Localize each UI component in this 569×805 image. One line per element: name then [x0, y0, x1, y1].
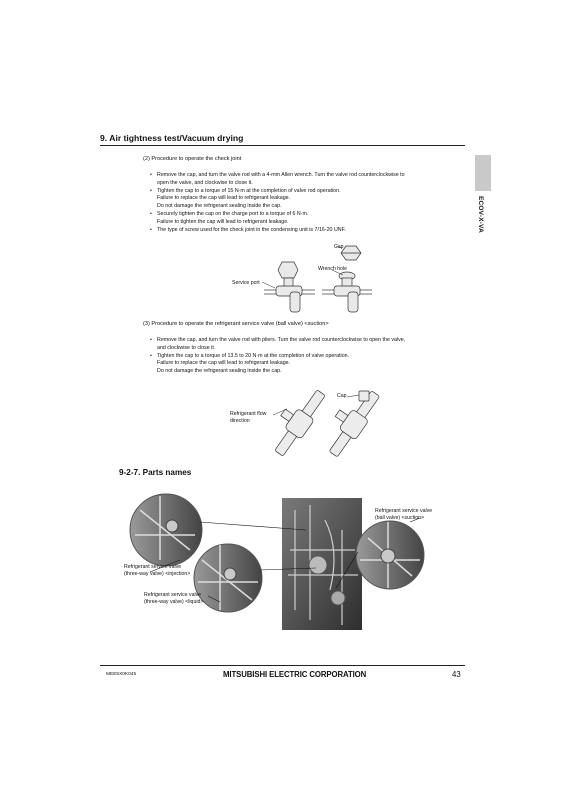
injection-valve-line: Refrigerant service valve	[124, 564, 182, 570]
bullet-item: • Tighten the cap to a torque of 15 N·m at the completion of valve rod operation.	[150, 188, 460, 196]
suction-valve-label	[375, 508, 432, 521]
ball-valve-cap-label: Cap	[337, 393, 347, 399]
parts-names-heading: 9-2-7. Parts names	[119, 468, 192, 477]
cap-label: Cap	[334, 244, 344, 250]
ball-valve-heading: (3) Procedure to operate the refrigerant service valve (ball valve) <suction>	[143, 321, 329, 327]
bullet-continuation: Do not damage the refrigerant sealing inside the cap.	[157, 203, 282, 210]
service-port-label: Service port	[232, 280, 260, 286]
injection-valve-line: (three-way valve) <injection>	[124, 570, 191, 577]
ball-valve-icon	[255, 385, 385, 460]
bullet-continuation: Do not damage the refrigerant sealing inside the cap.	[157, 368, 282, 375]
side-tab	[475, 155, 491, 191]
liquid-valve-line: (three-way valve) <liquid>	[144, 598, 204, 605]
check-joint-bullets	[150, 172, 460, 234]
bullet-item: • Remove the cap, and turn the valve rod with a 4-mm Allen wrench. Turn the valve rod counterclockwise to	[150, 172, 460, 180]
bullet-continuation: Failure to replace the cap will lead to refrigerant leakage.	[157, 195, 291, 202]
flow-direction-line: direction	[230, 417, 250, 424]
flow-direction-line: Refrigerant flow	[230, 411, 267, 417]
side-tab-label: ECOV-X-VA	[477, 196, 484, 234]
bullet-item: • The type of screw used for the check joint in the condensing unit is 7/16-20 UNF.	[150, 227, 460, 235]
bullet-item: • Tighten the cap to a torque of 13.5 to 20 N·m at the completion of valve operation.	[150, 353, 460, 361]
check-joint-heading: (2) Procedure to operate the check joint	[143, 156, 242, 162]
wrench-hole-label: Wrench hole	[318, 266, 348, 272]
footer-divider	[100, 665, 465, 666]
liquid-valve-label	[144, 592, 203, 605]
bullet-item: • Remove the cap, and turn the valve rod with pliers. Turn the valve rod counterclockwise to open the valve,	[150, 337, 460, 345]
bullet-continuation: Failure to replace the cap will lead to refrigerant leakage.	[157, 360, 291, 367]
company-name: MITSUBISHI ELECTRIC CORPORATION	[223, 670, 367, 679]
ball-valve-bullets	[150, 337, 460, 376]
bullet-continuation: open the valve, and clockwise to close it.	[157, 179, 253, 186]
document-code: MEE5X0K045	[106, 672, 137, 677]
suction-valve-line: (ball valve) <suction>	[375, 514, 425, 521]
suction-valve-line: Refrigerant service valve	[375, 508, 433, 514]
section-title: 9. Air tightness test/Vacuum drying	[100, 133, 244, 143]
header-divider	[100, 145, 465, 146]
injection-valve-label	[124, 564, 190, 577]
bullet-continuation: and clockwise to close it.	[157, 344, 216, 351]
page-number: 43	[452, 670, 461, 679]
bullet-continuation: Failure to tighten the cap will lead to refrigerant leakage.	[157, 218, 289, 225]
check-joint-valve-icon	[260, 240, 380, 315]
liquid-valve-line: Refrigerant service valve	[144, 592, 202, 598]
bullet-item: • Securely tighten the cap on the charge port to a torque of 6 N·m.	[150, 211, 460, 219]
